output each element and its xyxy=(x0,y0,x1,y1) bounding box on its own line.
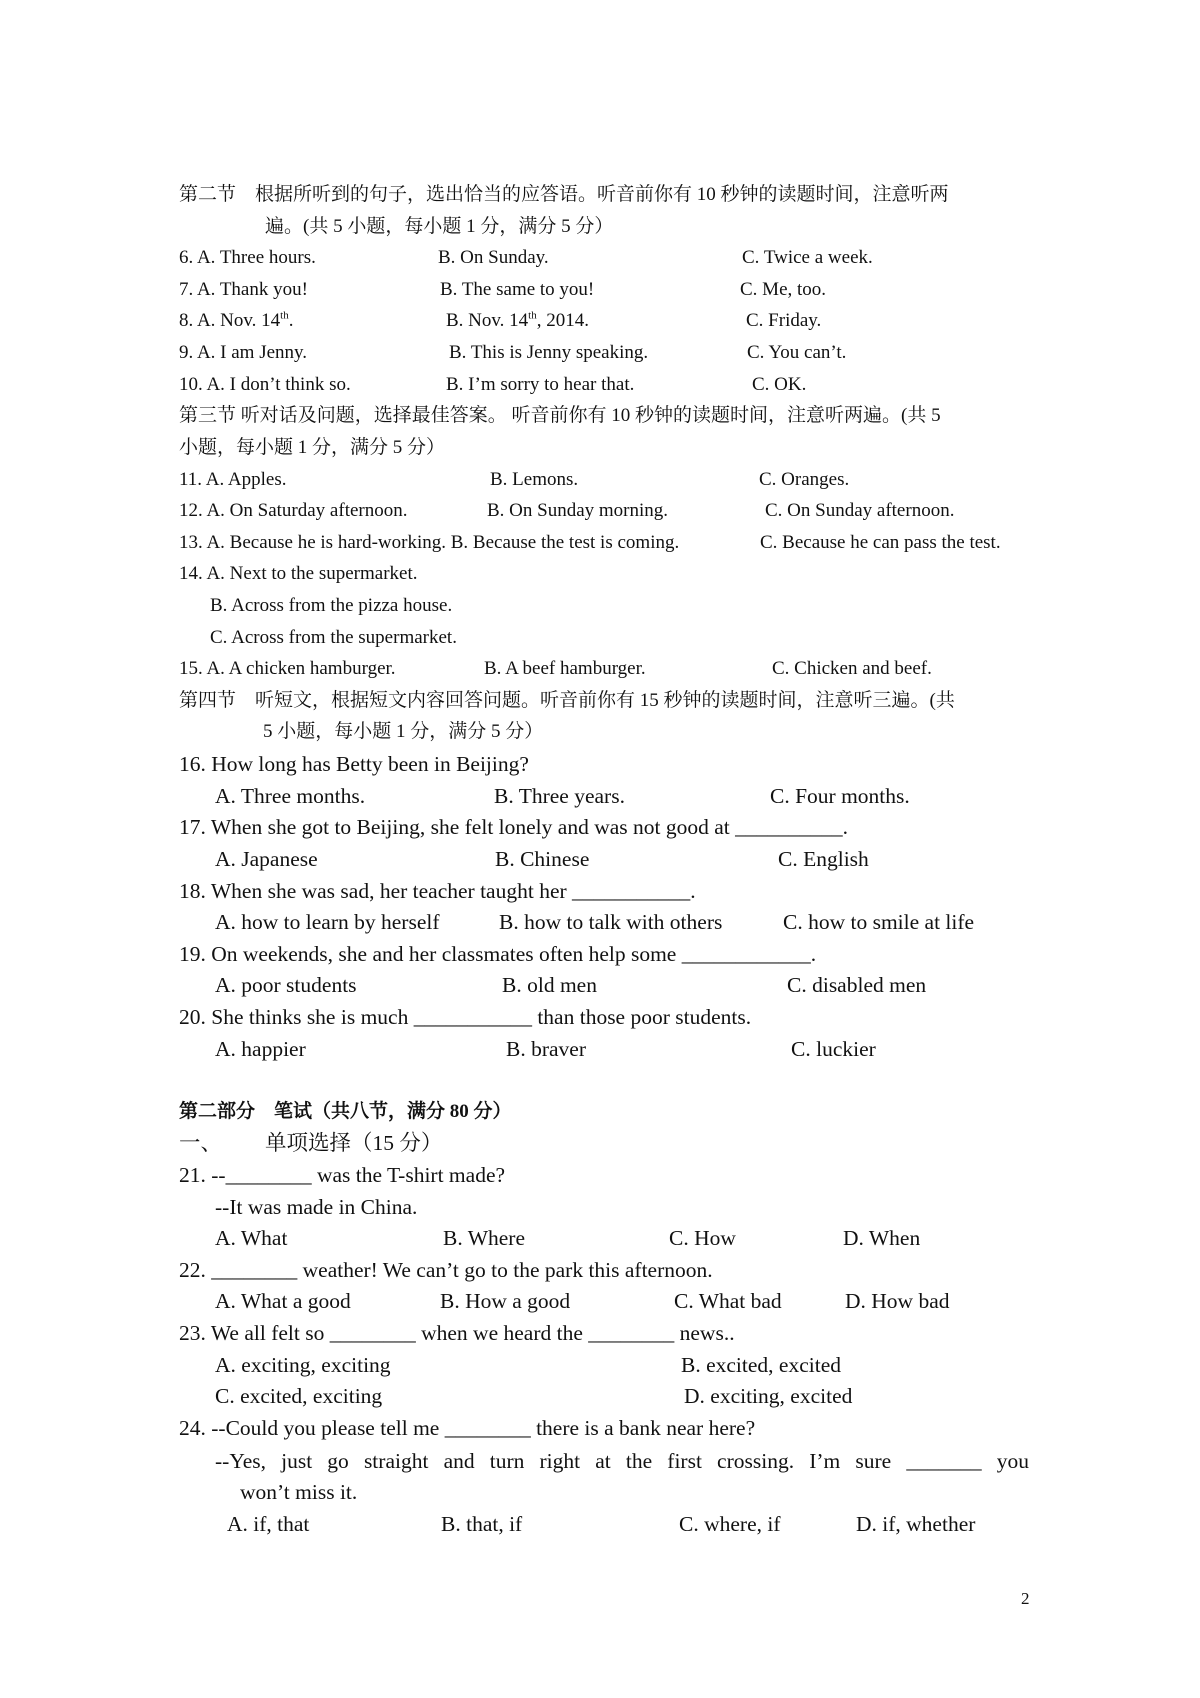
question-24-options xyxy=(0,1512,1200,1536)
question-23-options-1 xyxy=(0,1353,1200,1377)
option-a: A. poor students xyxy=(215,973,357,997)
superscript: th xyxy=(528,309,537,322)
option-c: C. OK. xyxy=(752,374,807,395)
option-b: B. On Sunday. xyxy=(438,247,549,268)
question-8 xyxy=(0,309,1200,333)
section-2-heading-cont: 遍。(共 5 小题，每小题 1 分，满分 5 分） xyxy=(265,216,614,237)
option-b: B. Where xyxy=(443,1226,525,1250)
option-b: B. Three years. xyxy=(494,784,625,808)
option-b xyxy=(446,309,589,333)
option-a: A. exciting, exciting xyxy=(215,1353,391,1377)
question-19-stem: 19. On weekends, she and her classmates often help some ____________. xyxy=(179,942,817,966)
question-14-a: 14. A. Next to the supermarket. xyxy=(179,563,418,584)
option-c: C. Twice a week. xyxy=(742,247,873,268)
section-2-heading: 第二节 根据所听到的句子，选出恰当的应答语。听音前你有 10 秒钟的读题时间，注意听两 xyxy=(179,184,949,205)
option-b: B. Lemons. xyxy=(490,469,579,490)
option-a: 15. A. A chicken hamburger. xyxy=(179,658,396,679)
option-b: B. How a good xyxy=(440,1289,571,1313)
page-number: 2 xyxy=(1021,1589,1030,1608)
question-24-stem: 24. --Could you please tell me ________ there is a bank near here? xyxy=(179,1416,756,1440)
option-b: B. A beef hamburger. xyxy=(484,658,646,679)
option-a: A. What a good xyxy=(215,1289,351,1313)
option-c: C. On Sunday afternoon. xyxy=(765,500,955,521)
question-7 xyxy=(0,278,1200,302)
section-3-heading: 第三节 听对话及问题，选择最佳答案。 听音前你有 10 秒钟的读题时间，注意听两遍。(共 5 xyxy=(179,405,941,426)
option-c: C. disabled men xyxy=(787,973,927,997)
option-b-end: , 2014. xyxy=(536,310,589,331)
option-c: C. Oranges. xyxy=(759,469,850,490)
question-21-stem: 21. --________ was the T-shirt made? xyxy=(179,1163,506,1187)
question-22-stem: 22. ________ weather! We can’t go to the park this afternoon. xyxy=(179,1258,713,1282)
question-21-options xyxy=(0,1226,1200,1250)
option-c: C. You can’t. xyxy=(747,342,847,363)
option-a xyxy=(179,309,293,333)
option-a: A. if, that xyxy=(227,1512,310,1536)
option-a: 7. A. Thank you! xyxy=(179,279,308,300)
option-b: B. excited, excited xyxy=(681,1353,841,1377)
part-2-heading: 第二部分 笔试（共八节，满分 80 分） xyxy=(179,1101,512,1122)
section-3-heading-cont: 小题，每小题 1 分，满分 5 分） xyxy=(179,437,446,458)
option-a: A. Japanese xyxy=(215,847,318,871)
option-d: D. How bad xyxy=(845,1289,950,1313)
question-13 xyxy=(0,531,1200,555)
option-c: C. Me, too. xyxy=(740,279,827,300)
question-17-options xyxy=(0,847,1200,871)
option-c: C. Chicken and beef. xyxy=(772,658,932,679)
option-a: A. how to learn by herself xyxy=(215,910,440,934)
question-18-options xyxy=(0,910,1200,934)
subsection-heading xyxy=(0,1131,1200,1155)
question-10 xyxy=(0,373,1200,397)
question-24-stem-3: won’t miss it. xyxy=(240,1480,358,1504)
question-20-options xyxy=(0,1037,1200,1061)
option-b: B. braver xyxy=(506,1037,586,1061)
option-a: 11. A. Apples. xyxy=(179,469,287,490)
question-19-options xyxy=(0,973,1200,997)
option-a: 6. A. Three hours. xyxy=(179,247,316,268)
question-14-c: C. Across from the supermarket. xyxy=(210,627,457,648)
option-d: D. exciting, excited xyxy=(684,1384,853,1408)
option-c: C. English xyxy=(778,847,869,871)
option-a: 12. A. On Saturday afternoon. xyxy=(179,500,408,521)
option-b: B. The same to you! xyxy=(440,279,595,300)
option-b: B. Chinese xyxy=(495,847,590,871)
option-b-text: B. Nov. 14 xyxy=(446,310,529,331)
option-d: D. When xyxy=(843,1226,921,1250)
option-c: C. where, if xyxy=(679,1512,781,1536)
question-11 xyxy=(0,468,1200,492)
subsection-number: 一、 xyxy=(179,1131,223,1155)
option-b: B. that, if xyxy=(441,1512,523,1536)
question-16-options xyxy=(0,784,1200,808)
question-6 xyxy=(0,246,1200,270)
option-a-end: . xyxy=(288,310,294,331)
option-b: B. I’m sorry to hear that. xyxy=(446,374,635,395)
option-b: B. On Sunday morning. xyxy=(487,500,669,521)
question-15 xyxy=(0,657,1200,681)
option-c: C. Because he can pass the test. xyxy=(760,532,1001,553)
option-a: 10. A. I don’t think so. xyxy=(179,374,351,395)
option-b: B. how to talk with others xyxy=(499,910,723,934)
question-24-stem-2: --Yes, just go straight and turn right at the first crossing. I’m sure _______ you xyxy=(215,1449,1029,1473)
option-c: C. luckier xyxy=(791,1037,876,1061)
option-b: B. old men xyxy=(502,973,597,997)
question-18-stem: 18. When she was sad, her teacher taught her ___________. xyxy=(179,879,696,903)
section-4-heading: 第四节 听短文，根据短文内容回答问题。听音前你有 15 秒钟的读题时间，注意听三遍。(共 xyxy=(179,690,955,711)
question-23-options-2 xyxy=(0,1384,1200,1408)
question-14-b: B. Across from the pizza house. xyxy=(210,595,453,616)
option-a-text: 8. A. Nov. 14 xyxy=(179,310,281,331)
option-c: C. how to smile at life xyxy=(783,910,975,934)
option-a: A. happier xyxy=(215,1037,306,1061)
question-12 xyxy=(0,499,1200,523)
option-d: D. if, whether xyxy=(856,1512,976,1536)
option-c: C. excited, exciting xyxy=(215,1384,383,1408)
option-a: A. Three months. xyxy=(215,784,366,808)
question-17-stem: 17. When she got to Beijing, she felt lonely and was not good at __________. xyxy=(179,815,848,839)
option-c: C. Friday. xyxy=(746,310,822,331)
option-a-b: 13. A. Because he is hard-working. B. Because the test is coming. xyxy=(179,532,680,553)
section-4-heading-cont: 5 小题，每小题 1 分，满分 5 分） xyxy=(263,721,544,742)
subsection-title: 单项选择（15 分） xyxy=(265,1131,443,1155)
option-b: B. This is Jenny speaking. xyxy=(449,342,649,363)
question-20-stem: 20. She thinks she is much ___________ than those poor students. xyxy=(179,1005,752,1029)
question-21-stem-2: --It was made in China. xyxy=(215,1195,418,1219)
option-c: C. How xyxy=(669,1226,736,1250)
question-23-stem: 23. We all felt so ________ when we heard the ________ news.. xyxy=(179,1321,735,1345)
question-16-stem: 16. How long has Betty been in Beijing? xyxy=(179,752,529,776)
option-a: A. What xyxy=(215,1226,288,1250)
superscript: th xyxy=(280,309,289,322)
question-22-options xyxy=(0,1289,1200,1313)
option-a: 9. A. I am Jenny. xyxy=(179,342,308,363)
option-c: C. Four months. xyxy=(770,784,910,808)
option-c: C. What bad xyxy=(674,1289,782,1313)
question-9 xyxy=(0,341,1200,365)
